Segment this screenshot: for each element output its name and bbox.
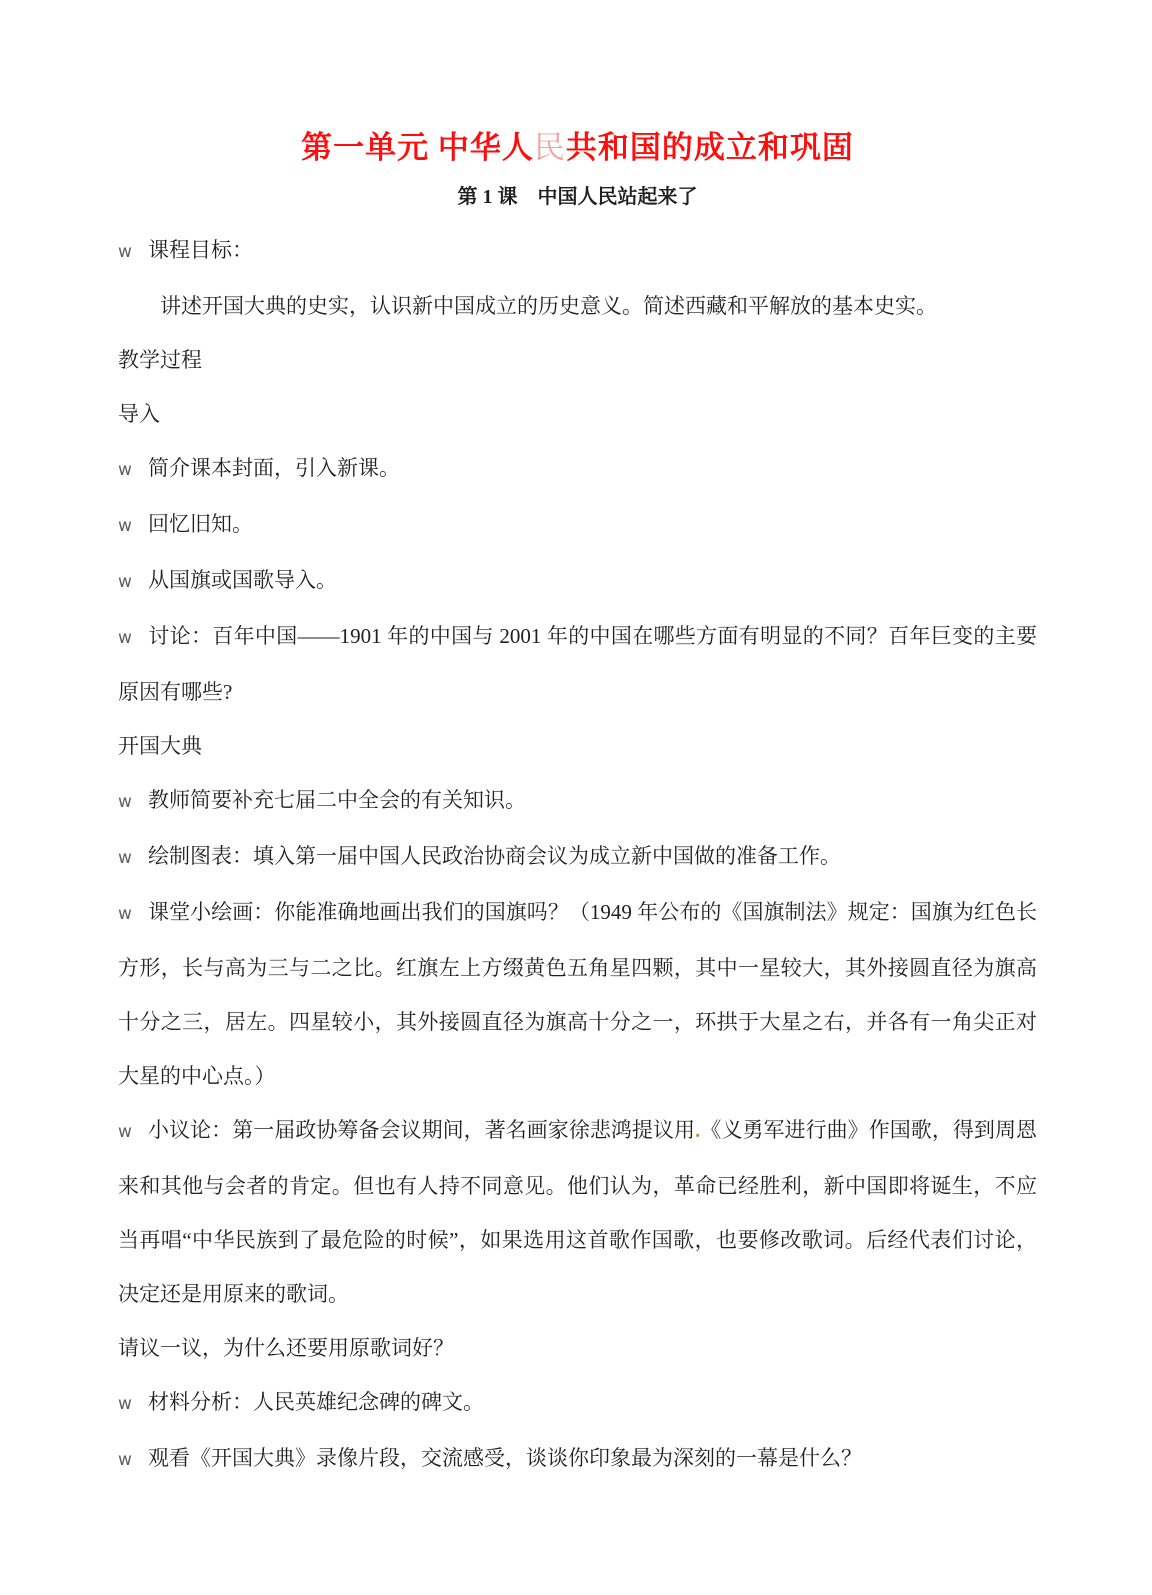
paragraph-text: 材料分析：人民英雄纪念碑的碑文。 xyxy=(148,1390,484,1414)
paragraph-chart-task xyxy=(118,829,1037,885)
paragraph-course-goal xyxy=(118,223,1037,279)
paragraph-text-pre: 小议论：第一届政协筹备会议期间，著名画家徐悲鸿提议用 xyxy=(148,1118,696,1142)
paragraph-flag-anthem-intro xyxy=(118,553,1037,609)
paragraph-teaching-process xyxy=(118,333,1037,387)
paragraph-text: 简介课本封面，引入新课。 xyxy=(148,456,400,480)
paragraph-text: 绘制图表：填入第一届中国人民政治协商会议为成立新中国做的准备工作。 xyxy=(148,844,841,868)
paragraph-plenum-knowledge xyxy=(118,773,1037,829)
bullet-marker: w xyxy=(118,242,132,262)
unit-title xyxy=(118,128,1037,168)
paragraph-text: 开国大典 xyxy=(118,734,202,758)
document-content xyxy=(118,0,1037,1487)
bullet-marker: w xyxy=(118,628,132,648)
paragraph-text-post: 《义勇军进行曲》作国歌，得到周恩来和其他与会者的肯定。但也有人持不同意见。他们认为，革命已经胜利，新中国即将诞生，不应当再唱“中华民族到了最危险的时候”，如果选用这首歌作国歌，也要修改歌词。后经代表们讨论，决定还是用原来的歌词。 xyxy=(118,1118,1038,1306)
paragraph-text: 讲述开国大典的史实，认识新中国成立的历史意义。简述西藏和平解放的基本史实。 xyxy=(160,294,937,318)
bullet-marker: w xyxy=(118,1122,132,1142)
lesson-title: 第 1 课 中国人民站起来了 xyxy=(457,186,698,208)
bullet-marker: w xyxy=(118,572,132,592)
paragraph-flag-drawing xyxy=(118,885,1037,1103)
lesson-body xyxy=(118,223,1037,1487)
paragraph-goal-detail xyxy=(118,279,1037,333)
spellcheck-dot-mark: . xyxy=(695,1118,701,1142)
paragraph-video-watching xyxy=(118,1431,1037,1487)
bullet-marker: w xyxy=(118,460,132,480)
unit-title-pre: 第一单元 中华人 xyxy=(301,130,534,165)
paragraph-lyrics-question xyxy=(118,1321,1037,1375)
paragraph-text: 讨论：百年中国——1901 年的中国与 2001 年的中国在哪些方面有明显的不同？百年巨变的主要原因有哪些? xyxy=(118,624,1037,704)
bullet-marker: w xyxy=(118,848,132,868)
paragraph-text: 从国旗或国歌导入。 xyxy=(148,568,337,592)
paragraph-discussion xyxy=(118,609,1037,719)
paragraph-text: 课程目标： xyxy=(148,238,253,262)
unit-title-post: 共和国的成立和巩固 xyxy=(565,130,854,165)
bullet-marker: w xyxy=(118,1450,132,1470)
paragraph-text: 请议一议，为什么还要用原歌词好？ xyxy=(118,1336,454,1360)
paragraph-text: 教学过程 xyxy=(118,348,202,372)
paragraph-text: 回忆旧知。 xyxy=(148,512,253,536)
paragraph-anthem-debate xyxy=(118,1103,1037,1321)
paragraph-text: 观看《开国大典》录像片段，交流感受，谈谈你印象最为深刻的一幕是什么？ xyxy=(148,1446,862,1470)
paragraph-intro-heading xyxy=(118,387,1037,441)
paragraph-text: 教师简要补充七届二中全会的有关知识。 xyxy=(148,788,526,812)
paragraph-text: 课堂小绘画：你能准确地画出我们的国旗吗？（1949 年公布的《国旗制法》规定：国旗为红色长方形，长与高为三与二之比。红旗左上方缀黄色五角星四颗，其中一星较大，其外接圆直径为旗高十分之三，居左。四星较小，其外接圆直径为旗高十分之一，环拱于大星之右，并各有一角尖正对大星的中心点。） xyxy=(118,900,1037,1088)
bullet-marker: w xyxy=(118,792,132,812)
paragraph-text: 导入 xyxy=(118,402,160,426)
paragraph-material-analysis xyxy=(118,1375,1037,1431)
bullet-marker: w xyxy=(118,1394,132,1414)
paragraph-founding-ceremony-heading xyxy=(118,719,1037,773)
unit-title-fallback-char: 民 xyxy=(533,130,566,165)
bullet-marker: w xyxy=(118,904,132,924)
bullet-marker: w xyxy=(118,516,132,536)
paragraph-cover-intro xyxy=(118,441,1037,497)
paragraph-recall xyxy=(118,497,1037,553)
